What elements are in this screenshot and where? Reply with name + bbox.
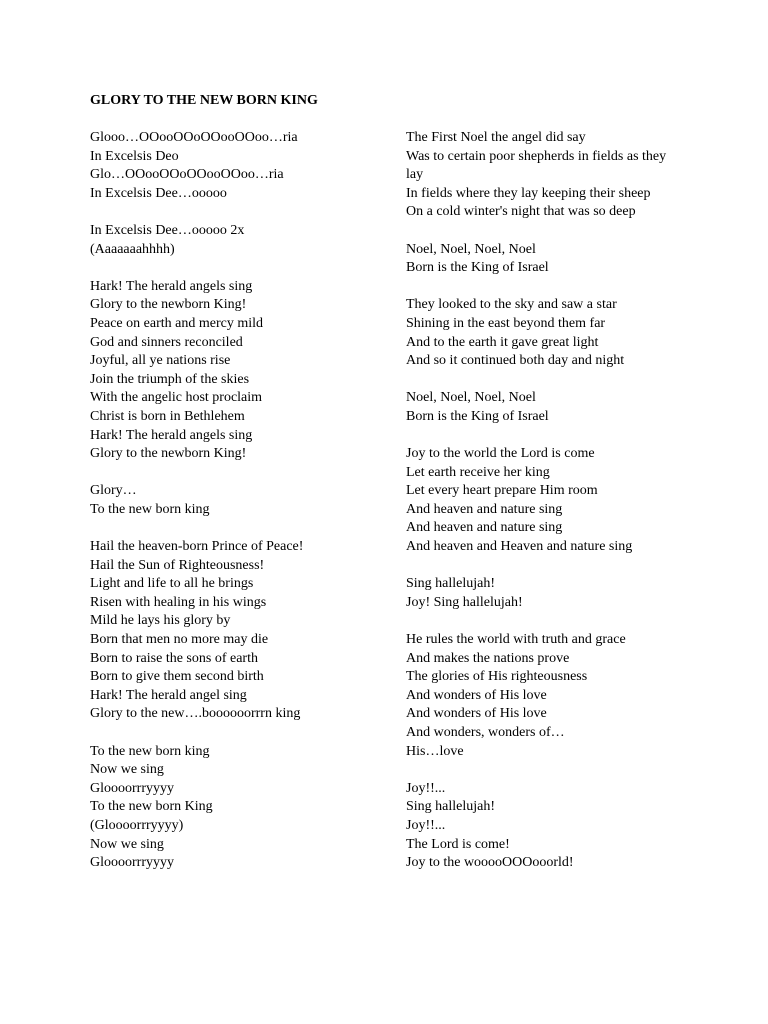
lyric-line: Hark! The herald angel sing xyxy=(90,687,247,703)
lyric-line: Born is the King of Israel xyxy=(406,408,549,424)
lyric-line: Noel, Noel, Noel, Noel xyxy=(406,241,536,257)
lyric-line: Glooo…OOooOOoOOooOOoo…ria xyxy=(90,130,298,145)
lyric-line: His…love xyxy=(406,743,464,759)
lyric-line: Glory to the newborn King! xyxy=(90,446,247,462)
lyric-line: And heaven and Heaven and nature sing xyxy=(406,539,633,555)
lyric-line: In Excelsis Dee…ooooo xyxy=(90,185,227,201)
lyric-line: Born to raise the sons of earth xyxy=(90,650,258,666)
lyric-line: And wonders of His love xyxy=(406,706,547,722)
lyric-line: To the new born king xyxy=(90,743,210,759)
lyrics-stanza xyxy=(90,222,390,259)
lyrics-stanza xyxy=(406,389,676,426)
lyric-line: In Excelsis Dee…ooooo 2x xyxy=(90,222,245,238)
lyric-line: Glory… xyxy=(90,483,137,499)
lyrics-stanza xyxy=(406,445,676,557)
lyric-line: Joy! Sing hallelujah! xyxy=(406,594,523,610)
lyric-line: Joy!!... xyxy=(406,780,446,796)
lyric-line: And heaven and nature sing xyxy=(406,501,563,517)
lyric-line: To the new born King xyxy=(90,799,213,815)
lyric-line: Hark! The herald angels sing xyxy=(90,278,253,294)
lyric-line: And so it continued both day and night xyxy=(406,353,625,369)
lyric-line: Shining in the east beyond them far xyxy=(406,315,606,331)
lyric-line: Peace on earth and mercy mild xyxy=(90,315,263,331)
lyric-line: (Aaaaaaahhhh) xyxy=(90,241,175,257)
lyric-line: Join the triumph of the skies xyxy=(90,371,250,387)
lyrics-stanza xyxy=(406,575,676,612)
lyric-line: Born that men no more may die xyxy=(90,632,269,648)
lyrics-stanza xyxy=(90,278,390,464)
lyric-line: Sing hallelujah! xyxy=(406,799,496,815)
lyric-line: Risen with healing in his wings xyxy=(90,594,267,610)
lyric-line: Joy to the world the Lord is come xyxy=(406,446,595,462)
lyric-line: Born is the King of Israel xyxy=(406,260,549,276)
lyric-line: Glo…OOooOOoOOooOOoo…ria xyxy=(90,167,284,183)
lyric-line: And wonders of His love xyxy=(406,687,547,703)
lyric-line: Joyful, all ye nations rise xyxy=(90,353,231,369)
lyrics-right-column xyxy=(406,129,676,891)
lyric-line: With the angelic host proclaim xyxy=(90,390,263,406)
lyric-line: Let earth receive her king xyxy=(406,464,550,480)
lyric-line: On a cold winter's night that was so deep xyxy=(406,204,636,220)
lyric-line: In Excelsis Deo xyxy=(90,148,179,164)
lyrics-left-column xyxy=(90,129,390,891)
lyric-line: Christ is born in Bethlehem xyxy=(90,408,245,424)
lyric-line: Born to give them second birth xyxy=(90,669,264,685)
lyric-line: Joy to the wooooOOOooorld! xyxy=(406,855,574,871)
lyric-line: To the new born king xyxy=(90,501,210,517)
lyric-line: Hail the Sun of Righteousness! xyxy=(90,557,265,573)
lyric-line: Light and life to all he brings xyxy=(90,576,254,592)
lyric-line: Now we sing xyxy=(90,762,164,778)
lyric-line: He rules the world with truth and grace xyxy=(406,632,626,648)
lyrics-stanza xyxy=(406,780,676,873)
lyrics-stanza xyxy=(90,743,390,873)
lyrics-stanza xyxy=(406,241,676,278)
lyric-line: Hark! The herald angels sing xyxy=(90,427,253,443)
lyric-line: Now we sing xyxy=(90,836,164,852)
lyric-line: (Gloooorrryyyy) xyxy=(90,817,184,833)
lyric-line: And makes the nations prove xyxy=(406,650,570,666)
lyric-line: And heaven and nature sing xyxy=(406,520,563,536)
lyrics-stanza xyxy=(406,631,676,761)
lyric-line: The First Noel the angel did say xyxy=(406,130,586,145)
lyric-line: Hail the heaven-born Prince of Peace! xyxy=(90,539,304,555)
lyric-line: Sing hallelujah! xyxy=(406,576,496,592)
page-title: GLORY TO THE NEW BORN KING xyxy=(90,93,318,108)
lyric-line: The glories of His righteousness xyxy=(406,669,588,685)
lyric-line: Let every heart prepare Him room xyxy=(406,483,598,499)
lyrics-stanza xyxy=(90,538,390,724)
lyric-line: Gloooorrryyyy xyxy=(90,780,174,796)
lyrics-stanza xyxy=(90,129,390,203)
lyric-line: Noel, Noel, Noel, Noel xyxy=(406,390,536,406)
lyric-line: Glory to the newborn King! xyxy=(90,297,247,313)
lyrics-stanza xyxy=(90,482,390,519)
lyric-line: Joy!!... xyxy=(406,817,446,833)
lyrics-stanza xyxy=(406,296,676,370)
lyric-line: And wonders, wonders of… xyxy=(406,725,565,740)
lyric-line: Gloooorrryyyy xyxy=(90,855,174,871)
lyric-line: And to the earth it gave great light xyxy=(406,334,599,350)
lyric-line: Glory to the new….boooooorrrn king xyxy=(90,706,301,722)
lyric-line: Was to certain poor shepherds in fields as they lay xyxy=(406,148,667,183)
lyric-line: God and sinners reconciled xyxy=(90,334,243,350)
lyric-line: The Lord is come! xyxy=(406,836,510,852)
lyric-line: Mild he lays his glory by xyxy=(90,613,231,629)
lyric-line: They looked to the sky and saw a star xyxy=(406,297,617,313)
lyrics-stanza xyxy=(406,129,676,222)
lyric-line: In fields where they lay keeping their sheep xyxy=(406,185,651,201)
